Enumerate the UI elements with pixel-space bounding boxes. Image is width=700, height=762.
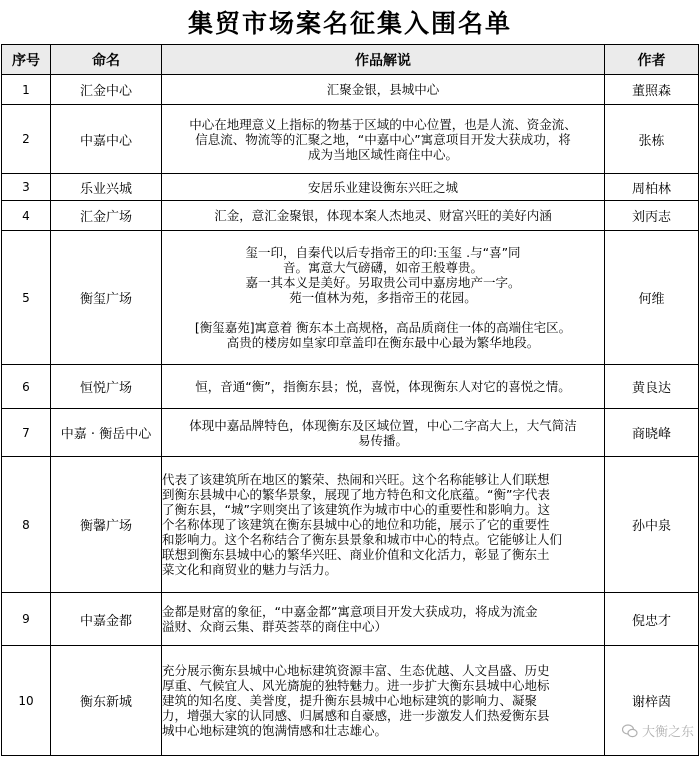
watermark-text: 大衡之东 [641, 725, 694, 740]
wechat-icon [622, 724, 638, 738]
table-row [2, 174, 699, 201]
row-author: 黄良达 [605, 365, 699, 409]
table-row [2, 593, 699, 646]
header-desc: 作品解说 [162, 45, 605, 75]
row-name: 衡东新城 [51, 646, 162, 756]
table-header-row [2, 45, 699, 75]
row-number: 9 [2, 593, 51, 646]
row-author: 何维 [605, 231, 699, 365]
row-name: 乐业兴城 [51, 174, 162, 201]
row-number: 2 [2, 105, 51, 174]
row-number: 5 [2, 231, 51, 365]
header-name: 命名 [51, 45, 162, 75]
row-number: 7 [2, 409, 51, 457]
header-author: 作者 [605, 45, 699, 75]
row-desc: 安居乐业建设衡东兴旺之城 [162, 174, 605, 201]
row-name: 衡玺广场 [51, 231, 162, 365]
table-row [2, 457, 699, 593]
finalist-table [1, 44, 699, 756]
row-desc: 充分展示衡东县城中心地标建筑资源丰富、生态优越、人文昌盛、历史 厚重、气候宜人、风光旖旎的独特魅力。进一步扩大衡东县城中心地标 建筑的知名度、美誉度，提升衡东县城中心地标建筑的影响力、凝聚 力，增强大家的认同感、归属感和自豪感，进一步激发人们热爱衡东县 城中心地标建筑的饱满情感和壮志雄心。 [162, 646, 605, 756]
row-desc: 金都是财富的象征，“中嘉金都”寓意项目开发大获成功，将成为流金 溢财、众商云集、群英荟萃的商住中心） [162, 593, 605, 646]
row-name: 恒悦广场 [51, 365, 162, 409]
row-name: 中嘉 · 衡岳中心 [51, 409, 162, 457]
row-author: 孙中泉 [605, 457, 699, 593]
table-row [2, 646, 699, 756]
row-number: 8 [2, 457, 51, 593]
row-author: 商晓峰 [605, 409, 699, 457]
row-name: 汇金广场 [51, 201, 162, 231]
row-author: 谢梓茵 [605, 646, 699, 756]
row-author: 董照森 [605, 75, 699, 105]
table-row [2, 365, 699, 409]
watermark [622, 721, 694, 740]
table-row [2, 231, 699, 365]
row-author: 张栋 [605, 105, 699, 174]
page-title: 集贸市场案名征集入围名单 [187, 9, 512, 38]
table-row [2, 105, 699, 174]
row-name: 中嘉金都 [51, 593, 162, 646]
table-row [2, 75, 699, 105]
row-number: 4 [2, 201, 51, 231]
row-number: 6 [2, 365, 51, 409]
table-row [2, 201, 699, 231]
row-author: 周柏林 [605, 174, 699, 201]
row-name: 衡馨广场 [51, 457, 162, 593]
row-desc: 汇聚金银，县城中心 [162, 75, 605, 105]
row-desc: 汇金，意汇金聚银，体现本案人杰地灵、财富兴旺的美好内涵 [162, 201, 605, 231]
header-no: 序号 [2, 45, 51, 75]
row-number: 1 [2, 75, 51, 105]
row-name: 汇金中心 [51, 75, 162, 105]
row-desc: 中心在地理意义上指标的物基于区域的中心位置，也是人流、资金流、 信息流、物流等的汇聚之地，“中嘉中心”寓意项目开发大获成功，将 成为当地区域性商住中心。 [162, 105, 605, 174]
row-number: 3 [2, 174, 51, 201]
row-author: 倪忠才 [605, 593, 699, 646]
row-desc: 恒，音通“衡”，指衡东县；悦，喜悦，体现衡东人对它的喜悦之情。 [162, 365, 605, 409]
table-row [2, 409, 699, 457]
row-author: 刘丙志 [605, 201, 699, 231]
row-desc: 体现中嘉品牌特色，体现衡东及区域位置，中心二字高大上，大气简洁 易传播。 [162, 409, 605, 457]
row-desc: 代表了该建筑所在地区的繁荣、热闹和兴旺。这个名称能够让人们联想 到衡东县城中心的繁华景象，展现了地方特色和文化底蕴。“衡”字代表 了衡东县，“城”字则突出了该建筑作为城市中心的重要性和影响力。这 个名称体现了该建筑在衡东县城中心的地位和功能，展示了它的重要性 和影响力。这个名称结合了衡东县景象和城市中心的特点。它能够让人们 联想到衡东县城中心的繁华兴旺、商业价值和文化活力，彰显了衡东土 菜文化和商贸业的魅力与活力。 [162, 457, 605, 593]
row-number: 10 [2, 646, 51, 756]
row-desc: 玺一印，自秦代以后专指帝王的印:玉玺 .与“喜”同 音。寓意大气磅礴，如帝王般尊贵。 嘉一其本义是美好。另取贵公司中嘉房地产一字。 苑一值林为苑，多指帝王的花园。 [衡玺嘉苑]寓意着 衡东本土高规格，高品质商住一体的高端住宅区。 高贵的楼房如皇家印章盖印在衡东最中心最为繁华地段。 [162, 231, 605, 365]
row-name: 中嘉中心 [51, 105, 162, 174]
